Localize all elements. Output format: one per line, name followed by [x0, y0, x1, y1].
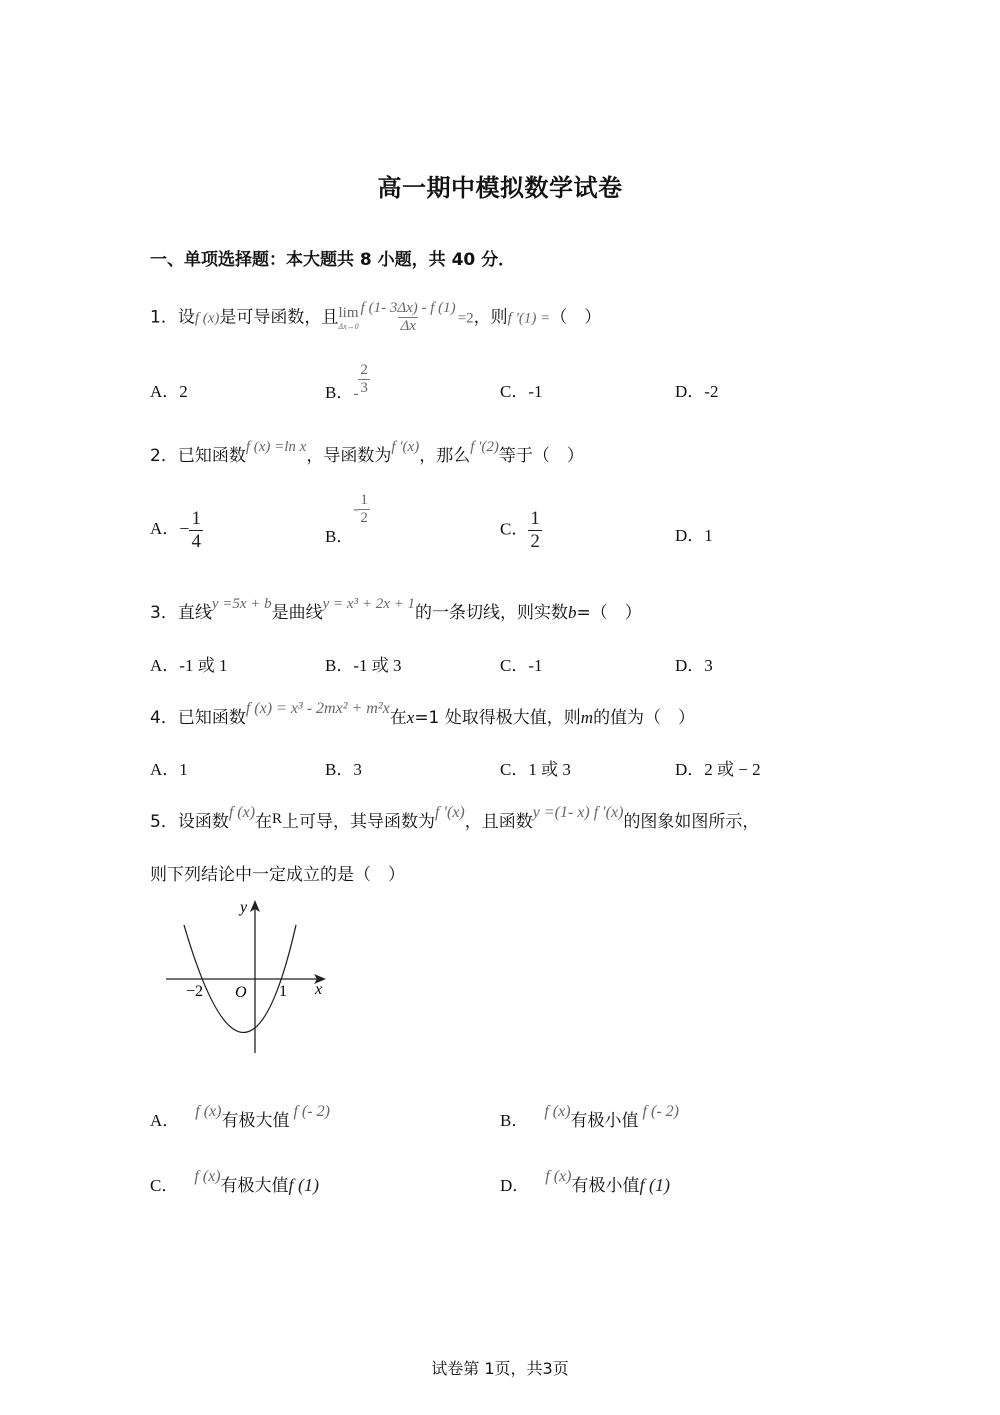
q5-fx: f (x): [228, 804, 256, 821]
page-footer: 试卷第 1页，共3页: [431, 1359, 569, 1378]
question-4: 4．已知函数f (x) = x³ - 2mx² + m²x在x=1 处取得极大值，则m的值为（ ）: [150, 700, 696, 728]
q1-equals: =2: [457, 310, 474, 327]
page-title: 高一期中模拟数学试卷: [377, 174, 623, 202]
q4-option-d: D．2 或 − 2: [675, 760, 761, 779]
graph-origin-label: O: [235, 984, 247, 1001]
q5-option-c: C． f (x)有极大值f (1): [150, 1168, 320, 1196]
q3-option-c: C．-1: [500, 656, 543, 675]
q1-text-2: ，则: [473, 307, 508, 328]
question-3: 3．直线y =5x + b是曲线y = x³ + 2x + 1的一条切线，则实数b=（ ）: [150, 596, 642, 623]
q2-option-b: B．- $\frac{1}{2}$: [325, 492, 368, 547]
q2-derivative: f ′(x): [391, 439, 420, 455]
q3-option-d: D．3: [675, 656, 713, 675]
q2-option-a: A．− $\frac{1}{4}$: [150, 508, 201, 552]
question-1: [150, 300, 601, 335]
q2-fprime-2: f ′(2): [470, 439, 499, 455]
graph-x-label: x: [315, 981, 323, 998]
q5-option-d: D． f (x)有极小值f (1): [500, 1168, 670, 1196]
q3-option-b: B．-1 或 3: [325, 656, 402, 675]
q5-graph: [160, 895, 340, 1060]
q4-option-c: C．1 或 3: [500, 760, 571, 779]
q4-function: f (x) = x³ - 2mx² + m²x: [245, 700, 390, 717]
q1-option-a: A．2: [150, 382, 188, 401]
q1-fraction: $\frac{f (1- 3\Delta x) - f (1)}{\Delta x}$: [360, 300, 456, 334]
question-2: 2．已知函数f (x) =ln x，导函数为f ′(x)，那么f ′(2)等于（ ）: [150, 439, 584, 466]
q1-fprime: f ′(1) =: [507, 310, 551, 327]
question-5-line-2: 则下列结论中一定成立的是（ ）: [150, 865, 405, 885]
graph-y-label: y: [240, 899, 248, 916]
q1-text-1: 是可导函数，且: [219, 307, 339, 328]
q5-option-b: B． f (x)有极小值 f (- 2): [500, 1103, 679, 1131]
section-heading: 一、单项选择题：本大题共 8 小题，共 40 分．: [150, 250, 516, 270]
q4-option-b: B．3: [325, 760, 362, 779]
q1-paren: （ ）: [550, 307, 602, 328]
q5-y-expr: y =(1- x) f ′(x): [532, 804, 624, 821]
q1-option-b: B．- $\frac{2}{3}$: [325, 362, 368, 403]
q3-option-a: A．-1 或 1: [150, 656, 228, 675]
graph-tick-neg2: −2: [186, 983, 204, 1000]
q5-R: R: [272, 811, 283, 827]
q1-option-c: C．-1: [500, 382, 543, 401]
q1-limit: lim Δx→0: [338, 304, 359, 331]
q2-function: f (x) =ln x: [245, 439, 307, 455]
question-5: 5．设函数f (x)在R上可导，其导函数为f ′(x)，且函数y =(1- x) f ′(x)的图象如图所示，: [150, 804, 760, 832]
q1-option-d: D．-2: [675, 382, 719, 401]
q5-option-a: A． f (x)有极大值 f (- 2): [150, 1103, 330, 1131]
q3-line: y =5x + b: [211, 596, 272, 612]
q5-derivative: f ′(x): [435, 804, 465, 821]
q4-option-a: A．1: [150, 760, 188, 779]
q3-curve: y = x³ + 2x + 1: [322, 596, 415, 612]
q1-fx: f (x): [194, 310, 220, 327]
graph-tick-1: 1: [279, 983, 287, 1000]
q2-option-c: C． $\frac{1}{2}$: [500, 508, 540, 552]
q1-number: 1．设: [150, 307, 195, 328]
q2-option-d: D．1: [675, 526, 713, 545]
